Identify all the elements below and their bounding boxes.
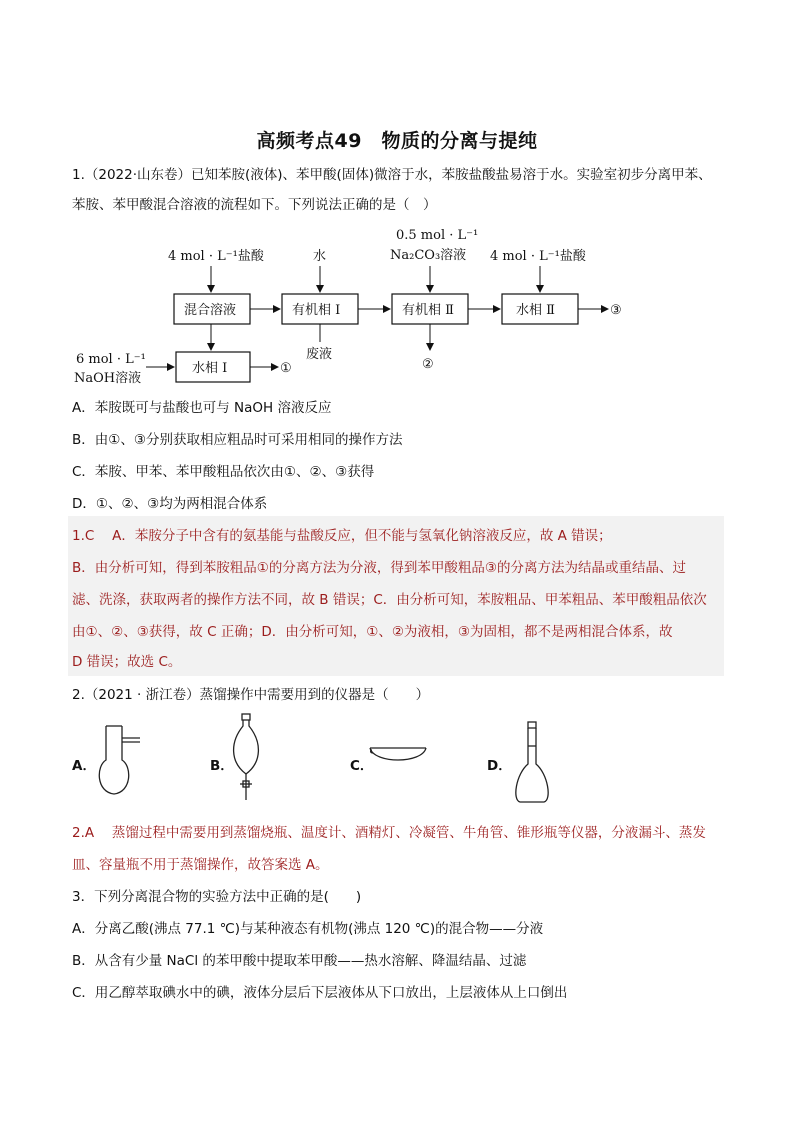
q1-option-a: A．苯胺既可与盐酸也可与 NaOH 溶液反应 [72,400,332,416]
page-title: 高频考点49 物质的分离与提纯 [256,130,538,152]
q2-option-b-label: B． [210,758,234,774]
flow-output-2: ② [422,357,434,372]
flow-naoh-conc: 6 mol · L⁻¹ [76,352,146,367]
q1-option-b: B．由①、③分别获取相应粗品时可采用相同的操作方法 [72,432,403,448]
q2-option-d-label: D． [487,758,512,774]
q2-answer-line2: 皿、容量瓶不用于蒸馏操作，故答案选 A。 [72,857,329,873]
q2-stem: 2.（2021 · 浙江卷）蒸馏操作中需要用到的仪器是（ ） [72,687,430,703]
q1-answer-line1: 1.C A．苯胺分子中含有的氨基能与盐酸反应，但不能与氢氧化钠溶液反应，故 A 错误； [72,528,612,544]
evaporating-dish-icon [368,744,428,770]
q1-stem-line2: 苯胺、苯甲酸混合溶液的流程如下。下列说法正确的是（ ） [72,197,437,213]
separatory-funnel-icon [226,712,266,808]
q3-option-c: C．用乙醇萃取碘水中的碘，液体分层后下层液体从下口放出，上层液体从上口倒出 [72,985,568,1001]
flow-reagent-hcl: 4 mol · L⁻¹盐酸 [168,249,264,264]
flow-box-mixture-label: 混合溶液 [184,303,237,318]
volumetric-flask-icon [510,720,554,810]
flow-box-aqueous1-label: 水相 Ⅰ [192,361,228,376]
flow-reagent-water: 水 [313,249,327,264]
q1-flowchart [70,222,670,392]
q1-option-d: D．①、②、③均为两相混合体系 [72,496,268,512]
q3-option-b: B．从含有少量 NaCl 的苯甲酸中提取苯甲酸——热水溶解、降温结晶、过滤 [72,953,527,969]
q2-option-c-label: C． [350,758,374,774]
q1-option-c: C．苯胺、甲苯、苯甲酸粗品依次由①、②、③获得 [72,464,375,480]
flow-reagent-na2co3-name: Na₂CO₃溶液 [390,248,467,263]
q1-stem-line1: 1.（2022·山东卷）已知苯胺(液体)、苯甲酸(固体)微溶于水，苯胺盐酸盐易溶于水。实验室初步分离甲苯、 [72,167,712,183]
q2-answer-line1: 2.A 蒸馏过程中需要用到蒸馏烧瓶、温度计、酒精灯、冷凝管、牛角管、锥形瓶等仪器，分液漏斗、蒸发 [72,825,706,841]
flow-reagent-hcl2: 4 mol · L⁻¹盐酸 [490,249,586,264]
q2-option-a-label: A． [72,758,96,774]
distillation-flask-icon [94,718,144,812]
flow-output-1: ① [280,361,292,376]
flow-reagent-na2co3-conc: 0.5 mol · L⁻¹ [396,228,479,243]
flow-naoh-name: NaOH溶液 [74,371,142,386]
q1-answer-line4: 由①、②、③获得，故 C 正确；D．由分析可知，①、②为液相，③为固相，都不是两相混合体系，故 [72,624,673,640]
q3-option-a: A．分离乙酸(沸点 77.1 ℃)与某种液态有机物(沸点 120 ℃)的混合物——分液 [72,921,544,937]
flow-box-aqueous2-label: 水相 Ⅱ [516,303,555,318]
q3-stem: 3．下列分离混合物的实验方法中正确的是( ) [72,889,362,905]
q1-answer-line2: B．由分析可知，得到苯胺粗品①的分离方法为分液，得到苯甲酸粗品③的分离方法为结晶或重结晶、过 [72,560,686,576]
flow-output-3: ③ [610,303,622,318]
flow-waste: 废液 [306,347,333,362]
q1-answer-line3: 滤、洗涤，获取两者的操作方法不同，故 B 错误；C．由分析可知，苯胺粗品、甲苯粗品、苯甲酸粗品依次 [72,592,707,608]
flow-box-organic1-label: 有机相 Ⅰ [292,303,341,318]
q1-answer-line5: D 错误；故选 C。 [72,654,182,670]
flow-box-organic2-label: 有机相 Ⅱ [402,303,454,318]
